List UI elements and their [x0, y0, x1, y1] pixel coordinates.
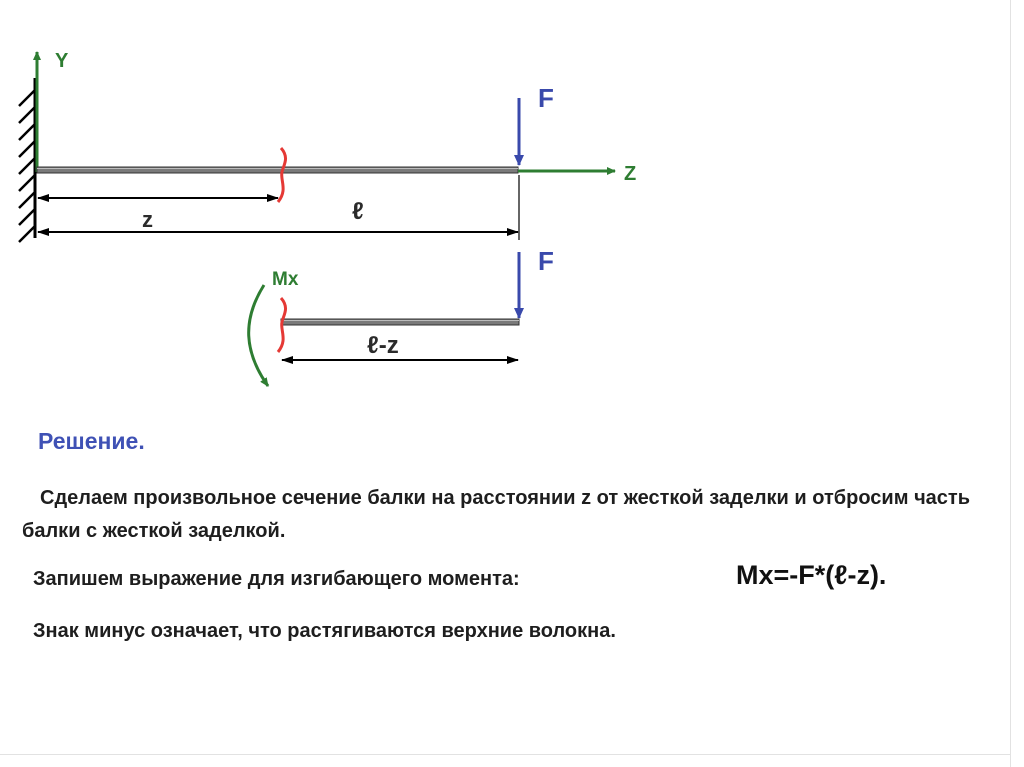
paragraph-sign-meaning: Знак минус означает, что растягиваются верхние волокна.: [33, 620, 616, 642]
force-label: F: [538, 83, 554, 113]
dimension-remainder-label: ℓ-z: [367, 332, 399, 359]
y-axis-label: Y: [55, 50, 69, 72]
section-cut-mark: [278, 148, 286, 202]
beam-free-body: [281, 319, 519, 325]
moment-arrow: [249, 285, 268, 386]
force-label-free-body: F: [538, 246, 554, 276]
solution-heading: Решение.: [38, 428, 145, 454]
moment-formula: Mx=-F*(ℓ-z).: [736, 560, 887, 590]
slide-border-right: [1010, 0, 1011, 767]
moment-label: Mx: [272, 269, 299, 290]
paragraph-section-description: Сделаем произвольное сечение балки на расстоянии z от жесткой заделки и отбросим часть балки с жесткой заделкой.: [22, 487, 971, 542]
dimension-length-label: ℓ: [352, 198, 364, 225]
beam: [37, 167, 518, 173]
z-axis-label: Z: [624, 163, 637, 185]
paragraph-moment-expression: Запишем выражение для изгибающего момента:: [33, 568, 520, 590]
slide-border-bottom: [0, 754, 1011, 755]
fixed-support-wall: [19, 78, 35, 242]
dimension-z-label: z: [142, 207, 153, 232]
